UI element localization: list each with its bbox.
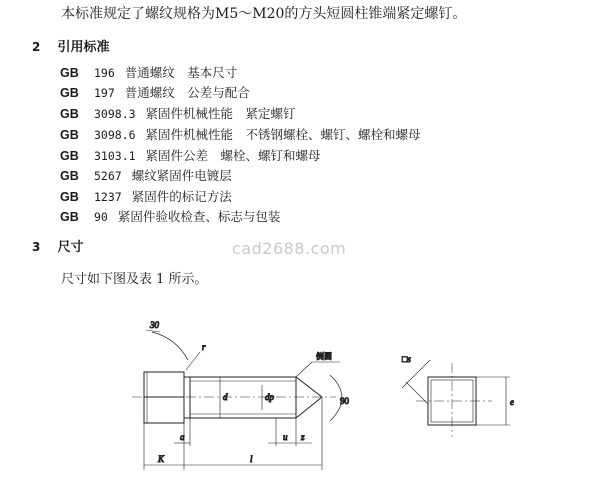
label-angle-90: 90 <box>340 396 349 406</box>
intro-text: 本标准规定了螺纹规格为M5～M20的方头短圆柱锥端紧定螺钉。 <box>61 6 467 22</box>
reference-gb: GB <box>60 128 79 142</box>
reference-code: 3103.1 <box>94 149 136 163</box>
reference-code: 196 <box>94 66 115 80</box>
reference-code: 197 <box>94 86 115 100</box>
section-3-title: 尺寸 <box>57 240 84 255</box>
reference-title: 紧固件的标记方法 <box>131 189 232 204</box>
dimension-description: 尺寸如下图及表 1 所示。 <box>61 272 208 287</box>
label-d: d <box>223 392 228 402</box>
label-e: e <box>510 397 514 407</box>
reference-title: 普通螺纹 公差与配合 <box>124 85 250 100</box>
reference-gb: GB <box>60 169 79 183</box>
label-k: K <box>158 454 165 464</box>
section-2-number: 2 <box>32 40 41 54</box>
chamfer-leader <box>296 362 312 377</box>
cone-top <box>296 377 322 397</box>
s-ext-1 <box>406 382 428 404</box>
cone-bottom <box>296 397 322 418</box>
reference-code: 90 <box>94 210 108 224</box>
angle-30-arc <box>152 332 188 360</box>
label-s: □s <box>402 354 411 364</box>
reference-code: 3098.6 <box>94 128 136 142</box>
reference-code: 5267 <box>94 169 122 183</box>
reference-gb: GB <box>60 149 79 163</box>
reference-title: 紧固件验收检查、标志与包装 <box>117 209 281 224</box>
watermark: cad2688.com <box>232 239 347 258</box>
reference-code: 1237 <box>94 190 122 204</box>
reference-gb: GB <box>60 66 79 80</box>
reference-gb: GB <box>60 86 79 100</box>
reference-title: 紧固件公差 螺栓、螺钉和螺母 <box>145 148 321 163</box>
label-u: u <box>283 432 288 442</box>
section-2-title: 引用标准 <box>57 40 110 55</box>
label-dp: dp <box>265 392 274 402</box>
end-view <box>402 360 510 437</box>
reference-title: 紧固件机械性能 紧定螺钉 <box>145 106 296 121</box>
label-l: l <box>250 454 253 464</box>
reference-gb: GB <box>60 210 79 224</box>
section-3-number: 3 <box>32 240 41 254</box>
angle-30-leader <box>146 330 160 332</box>
label-r: r <box>202 342 206 352</box>
label-a: a <box>180 432 185 442</box>
reference-gb: GB <box>60 107 79 121</box>
s-dim <box>402 360 430 388</box>
label-chamfer: 倒圆 <box>316 352 332 361</box>
label-angle-30: 30 <box>150 320 159 330</box>
reference-title: 紧固件机械性能 不锈钢螺栓、螺钉、螺栓和螺母 <box>145 127 421 142</box>
r-leader <box>186 352 200 370</box>
label-z: z <box>301 432 305 442</box>
reference-gb: GB <box>60 190 79 204</box>
side-view <box>132 330 342 470</box>
reference-title: 普通螺纹 基本尺寸 <box>124 65 238 80</box>
reference-title: 螺纹紧固件电镀层 <box>131 168 232 183</box>
reference-code: 3098.3 <box>94 107 136 121</box>
